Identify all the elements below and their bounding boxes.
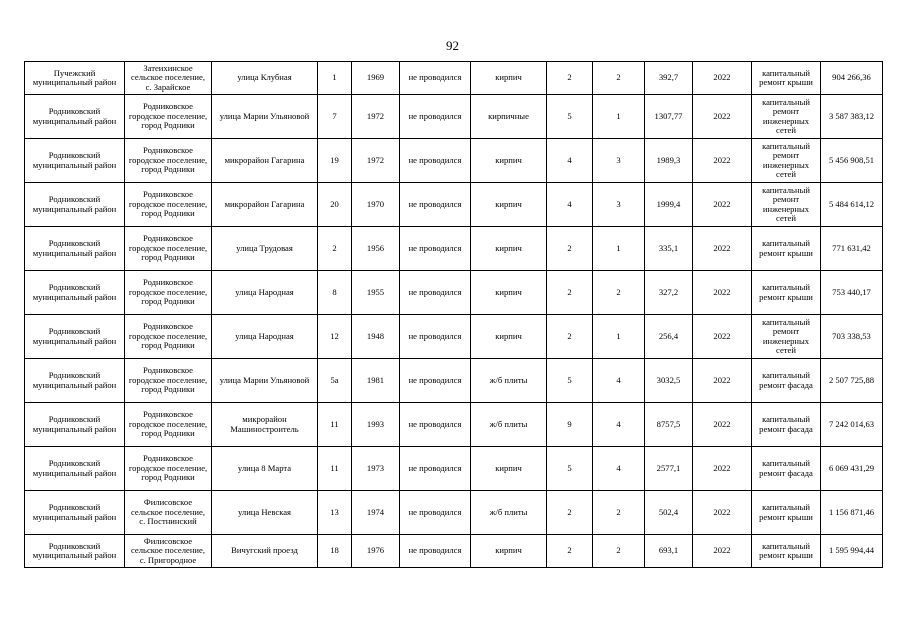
table-row: [25, 491, 883, 535]
district-cell: Родниковский муниципальный район: [25, 491, 125, 535]
entrances-cell: 4: [593, 403, 645, 447]
area-cell: 327,2: [645, 271, 693, 315]
previous-repair-cell: не проводился: [400, 62, 471, 95]
district-cell: Родниковский муниципальный район: [25, 227, 125, 271]
table-row: [25, 183, 883, 227]
entrances-cell: 1: [593, 315, 645, 359]
repair-year-cell: 2022: [693, 62, 752, 95]
previous-repair-cell: не проводился: [400, 95, 471, 139]
repair-type-cell: капитальный ремонт инженерных сетей: [752, 95, 821, 139]
settlement-cell: Родниковское городское поселение, город Родники: [125, 139, 212, 183]
district-cell: Родниковский муниципальный район: [25, 535, 125, 568]
cost-cell: 7 242 014,63: [821, 403, 883, 447]
wall-material-cell: кирпич: [471, 315, 547, 359]
repair-year-cell: 2022: [693, 227, 752, 271]
house-number-cell: 20: [318, 183, 352, 227]
settlement-cell: Родниковское городское поселение, город Родники: [125, 271, 212, 315]
district-cell: Родниковский муниципальный район: [25, 183, 125, 227]
entrances-cell: 1: [593, 95, 645, 139]
repair-type-cell: капитальный ремонт инженерных сетей: [752, 139, 821, 183]
floors-cell: 4: [547, 139, 593, 183]
house-number-cell: 7: [318, 95, 352, 139]
area-cell: 1989,3: [645, 139, 693, 183]
wall-material-cell: кирпичные: [471, 95, 547, 139]
street-cell: Вичугский проезд: [212, 535, 318, 568]
wall-material-cell: ж/б плиты: [471, 403, 547, 447]
house-number-cell: 1: [318, 62, 352, 95]
repair-type-cell: капитальный ремонт инженерных сетей: [752, 183, 821, 227]
district-cell: Родниковский муниципальный район: [25, 403, 125, 447]
build-year-cell: 1981: [352, 359, 400, 403]
settlement-cell: Затеихинское сельское поселение, с. Зарайское: [125, 62, 212, 95]
floors-cell: 2: [547, 491, 593, 535]
table-row: [25, 62, 883, 95]
table-row: [25, 535, 883, 568]
cost-cell: 6 069 431,29: [821, 447, 883, 491]
cost-cell: 904 266,36: [821, 62, 883, 95]
build-year-cell: 1972: [352, 139, 400, 183]
repair-year-cell: 2022: [693, 447, 752, 491]
wall-material-cell: ж/б плиты: [471, 359, 547, 403]
district-cell: Родниковский муниципальный район: [25, 447, 125, 491]
area-cell: 2577,1: [645, 447, 693, 491]
previous-repair-cell: не проводился: [400, 227, 471, 271]
repair-year-cell: 2022: [693, 315, 752, 359]
floors-cell: 2: [547, 271, 593, 315]
entrances-cell: 4: [593, 447, 645, 491]
repair-type-cell: капитальный ремонт фасада: [752, 403, 821, 447]
cost-cell: 1 595 994,44: [821, 535, 883, 568]
table-row: [25, 447, 883, 491]
repair-type-cell: капитальный ремонт крыши: [752, 491, 821, 535]
area-cell: 3032,5: [645, 359, 693, 403]
entrances-cell: 2: [593, 62, 645, 95]
district-cell: Родниковский муниципальный район: [25, 139, 125, 183]
settlement-cell: Родниковское городское поселение, город Родники: [125, 403, 212, 447]
floors-cell: 9: [547, 403, 593, 447]
floors-cell: 2: [547, 315, 593, 359]
street-cell: улица Народная: [212, 271, 318, 315]
repair-year-cell: 2022: [693, 359, 752, 403]
settlement-cell: Родниковское городское поселение, город Родники: [125, 359, 212, 403]
house-number-cell: 13: [318, 491, 352, 535]
wall-material-cell: ж/б плиты: [471, 491, 547, 535]
cost-cell: 5 484 614,12: [821, 183, 883, 227]
district-cell: Родниковский муниципальный район: [25, 95, 125, 139]
previous-repair-cell: не проводился: [400, 315, 471, 359]
entrances-cell: 2: [593, 535, 645, 568]
build-year-cell: 1969: [352, 62, 400, 95]
wall-material-cell: кирпич: [471, 271, 547, 315]
settlement-cell: Родниковское городское поселение, город Родники: [125, 227, 212, 271]
cost-cell: 2 507 725,88: [821, 359, 883, 403]
street-cell: улица Марии Ульяновой: [212, 359, 318, 403]
area-cell: 256,4: [645, 315, 693, 359]
wall-material-cell: кирпич: [471, 183, 547, 227]
table-row: [25, 271, 883, 315]
build-year-cell: 1948: [352, 315, 400, 359]
cost-cell: 753 440,17: [821, 271, 883, 315]
area-cell: 335,1: [645, 227, 693, 271]
street-cell: микрорайон Гагарина: [212, 183, 318, 227]
street-cell: улица Клубная: [212, 62, 318, 95]
district-cell: Родниковский муниципальный район: [25, 271, 125, 315]
settlement-cell: Родниковское городское поселение, город Родники: [125, 447, 212, 491]
cost-cell: 771 631,42: [821, 227, 883, 271]
settlement-cell: Филисовское сельское поселение, с. Пригородное: [125, 535, 212, 568]
entrances-cell: 4: [593, 359, 645, 403]
settlement-cell: Родниковское городское поселение, город Родники: [125, 315, 212, 359]
table-row: [25, 403, 883, 447]
floors-cell: 5: [547, 359, 593, 403]
street-cell: улица Невская: [212, 491, 318, 535]
repair-year-cell: 2022: [693, 139, 752, 183]
repair-year-cell: 2022: [693, 271, 752, 315]
settlement-cell: Родниковское городское поселение, город Родники: [125, 95, 212, 139]
entrances-cell: 2: [593, 491, 645, 535]
floors-cell: 2: [547, 535, 593, 568]
district-cell: Родниковский муниципальный район: [25, 315, 125, 359]
page-number: 92: [446, 38, 459, 53]
entrances-cell: 1: [593, 227, 645, 271]
street-cell: микрорайон Машиностроитель: [212, 403, 318, 447]
area-cell: 502,4: [645, 491, 693, 535]
repair-type-cell: капитальный ремонт инженерных сетей: [752, 315, 821, 359]
area-cell: 8757,5: [645, 403, 693, 447]
house-number-cell: 19: [318, 139, 352, 183]
repair-year-cell: 2022: [693, 535, 752, 568]
repair-type-cell: капитальный ремонт крыши: [752, 227, 821, 271]
street-cell: улица Трудовая: [212, 227, 318, 271]
floors-cell: 5: [547, 95, 593, 139]
build-year-cell: 1970: [352, 183, 400, 227]
previous-repair-cell: не проводился: [400, 183, 471, 227]
cost-cell: 5 456 908,51: [821, 139, 883, 183]
floors-cell: 2: [547, 62, 593, 95]
wall-material-cell: кирпич: [471, 447, 547, 491]
street-cell: микрорайон Гагарина: [212, 139, 318, 183]
repair-year-cell: 2022: [693, 491, 752, 535]
entrances-cell: 3: [593, 139, 645, 183]
previous-repair-cell: не проводился: [400, 139, 471, 183]
house-number-cell: 5а: [318, 359, 352, 403]
repair-type-cell: капитальный ремонт крыши: [752, 271, 821, 315]
wall-material-cell: кирпич: [471, 62, 547, 95]
table-row: [25, 139, 883, 183]
repair-register-table: [24, 61, 883, 568]
wall-material-cell: кирпич: [471, 139, 547, 183]
repair-type-cell: капитальный ремонт крыши: [752, 62, 821, 95]
table-row: [25, 359, 883, 403]
cost-cell: 3 587 383,12: [821, 95, 883, 139]
house-number-cell: 8: [318, 271, 352, 315]
house-number-cell: 18: [318, 535, 352, 568]
street-cell: улица 8 Марта: [212, 447, 318, 491]
cost-cell: 703 338,53: [821, 315, 883, 359]
build-year-cell: 1955: [352, 271, 400, 315]
table-row: [25, 95, 883, 139]
entrances-cell: 3: [593, 183, 645, 227]
repair-type-cell: капитальный ремонт фасада: [752, 359, 821, 403]
floors-cell: 4: [547, 183, 593, 227]
previous-repair-cell: не проводился: [400, 271, 471, 315]
repair-year-cell: 2022: [693, 183, 752, 227]
wall-material-cell: кирпич: [471, 535, 547, 568]
district-cell: Родниковский муниципальный район: [25, 359, 125, 403]
entrances-cell: 2: [593, 271, 645, 315]
area-cell: 693,1: [645, 535, 693, 568]
street-cell: улица Народная: [212, 315, 318, 359]
table-row: [25, 227, 883, 271]
area-cell: 392,7: [645, 62, 693, 95]
settlement-cell: Филисовское сельское поселение, с. Постнинский: [125, 491, 212, 535]
house-number-cell: 11: [318, 447, 352, 491]
settlement-cell: Родниковское городское поселение, город Родники: [125, 183, 212, 227]
repair-year-cell: 2022: [693, 403, 752, 447]
street-cell: улица Марии Ульяновой: [212, 95, 318, 139]
cost-cell: 1 156 871,46: [821, 491, 883, 535]
build-year-cell: 1972: [352, 95, 400, 139]
repair-year-cell: 2022: [693, 95, 752, 139]
area-cell: 1307,77: [645, 95, 693, 139]
previous-repair-cell: не проводился: [400, 403, 471, 447]
build-year-cell: 1993: [352, 403, 400, 447]
build-year-cell: 1956: [352, 227, 400, 271]
wall-material-cell: кирпич: [471, 227, 547, 271]
build-year-cell: 1976: [352, 535, 400, 568]
previous-repair-cell: не проводился: [400, 359, 471, 403]
area-cell: 1999,4: [645, 183, 693, 227]
house-number-cell: 2: [318, 227, 352, 271]
district-cell: Пучежский муниципальный район: [25, 62, 125, 95]
build-year-cell: 1974: [352, 491, 400, 535]
floors-cell: 2: [547, 227, 593, 271]
house-number-cell: 11: [318, 403, 352, 447]
previous-repair-cell: не проводился: [400, 491, 471, 535]
previous-repair-cell: не проводился: [400, 535, 471, 568]
repair-type-cell: капитальный ремонт крыши: [752, 535, 821, 568]
house-number-cell: 12: [318, 315, 352, 359]
build-year-cell: 1973: [352, 447, 400, 491]
table-row: [25, 315, 883, 359]
previous-repair-cell: не проводился: [400, 447, 471, 491]
repair-type-cell: капитальный ремонт фасада: [752, 447, 821, 491]
floors-cell: 5: [547, 447, 593, 491]
